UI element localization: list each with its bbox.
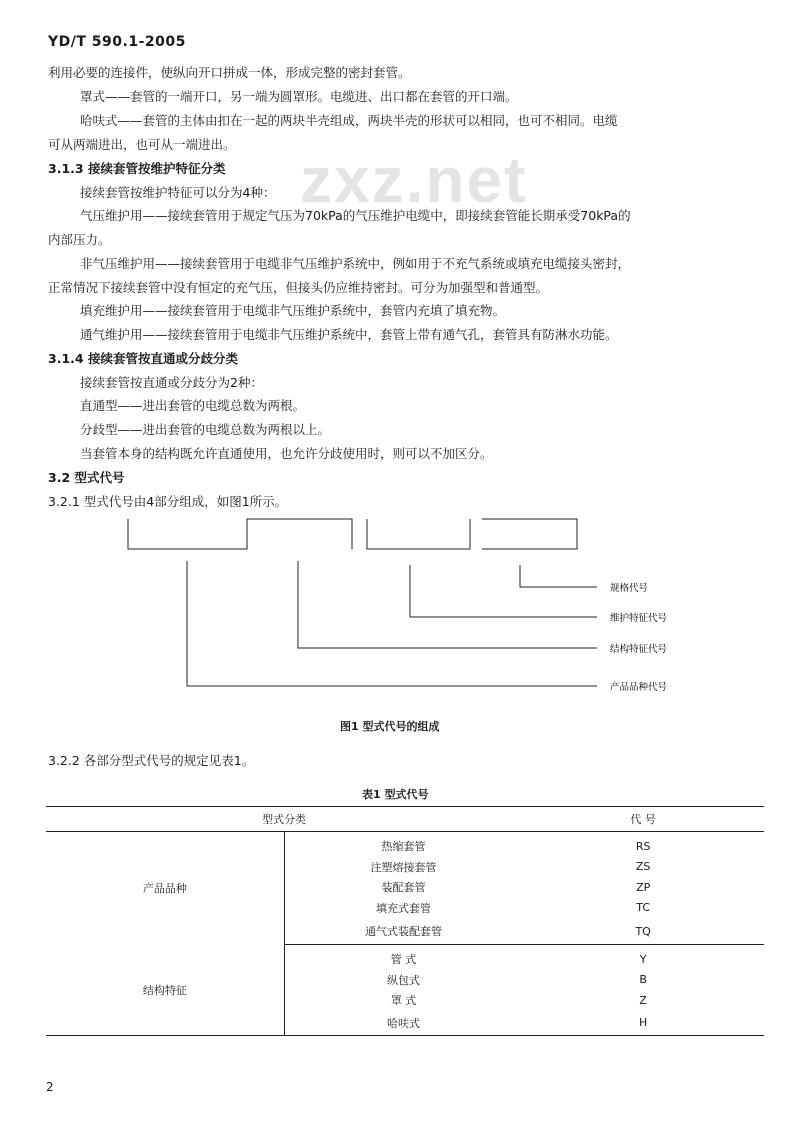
leader-spec xyxy=(520,565,597,587)
table-cell: Z xyxy=(639,993,647,1007)
table-cell: 热缩套管 xyxy=(381,840,426,854)
standard-code: YD/T 590.1-2005 xyxy=(48,34,186,50)
paragraph: 通气维护用——接续套管用于电缆非气压维护系统中，套管上带有通气孔，套管具有防淋水功能。 xyxy=(80,327,618,342)
figure-label: 维护特征代号 xyxy=(610,613,668,624)
table-cell: ZS xyxy=(635,860,651,874)
table1 xyxy=(46,806,764,1036)
table-cell: TQ xyxy=(522,918,764,945)
table-cell: ZP xyxy=(636,880,651,894)
table-cell: 管 式 xyxy=(390,953,417,967)
figure-label: 结构特征代号 xyxy=(610,644,668,655)
paragraph: 利用必要的连接件，使纵向开口拼成一体，形成完整的密封套管。 xyxy=(48,65,411,80)
table-cell: 通气式装配套管 xyxy=(284,918,522,945)
paragraph: 直通型——进出套管的电缆总数为两根。 xyxy=(80,398,306,413)
watermark: zxz.net xyxy=(300,144,528,216)
paragraph: 当套管本身的结构既允许直通使用，也允许分歧使用时，则可以不加区分。 xyxy=(80,446,493,461)
leader-structure xyxy=(298,561,597,648)
table-cell: 注塑熔接套管 xyxy=(370,860,437,874)
table-cell: 纵包式 xyxy=(386,973,420,987)
figure1-diagram xyxy=(0,505,800,735)
table-cell: 装配套管 xyxy=(381,881,426,895)
segment-box-product xyxy=(128,519,247,549)
paragraph: 非气压维护用——接续套管用于电缆非气压维护系统中，例如用于不充气系统或填充电缆接头密封， xyxy=(80,256,631,271)
table-cell: H xyxy=(639,1016,648,1029)
table-caption: 表1 型式代号 xyxy=(362,788,429,801)
paragraph: 哈呋式——套管的主体由扣在一起的两块半壳组成，两块半壳的形状可以相同，也可不相同。电缆 xyxy=(80,113,618,128)
table-row xyxy=(46,945,764,970)
paragraph: 罩式——套管的一端开口，另一端为圆罩形。电缆进、出口都在套管的开口端。 xyxy=(80,89,518,104)
paragraph: 正常情况下接续套管中没有恒定的充气压，但接头仍应维持密封。可分为加强型和普通型。 xyxy=(48,280,549,295)
paragraph: 气压维护用——接续套管用于规定气压为70kPa的气压维护电缆中，即接续套管能长期承受70kPa的 xyxy=(80,208,631,223)
table-category-cell: 产品品种 xyxy=(46,832,284,945)
leader-product xyxy=(187,561,597,686)
segment-box-structure xyxy=(247,519,352,549)
table-cell: 罩 式 xyxy=(390,994,417,1008)
page-number: 2 xyxy=(46,1080,54,1094)
paragraph: 内部压力。 xyxy=(48,232,111,247)
table-header-row xyxy=(46,807,764,832)
figure-label: 产品品种代号 xyxy=(610,682,668,693)
paragraph: 可从两端进出，也可从一端进出。 xyxy=(48,137,236,152)
paragraph: 填充维护用——接续套管用于电缆非气压维护系统中，套管内充填了填充物。 xyxy=(80,303,506,318)
section-heading: 3.2 型式代号 xyxy=(48,470,125,485)
figure-caption: 图1 型式代号的组成 xyxy=(340,720,440,733)
table-cell: RS xyxy=(635,839,651,853)
table-cell: TC xyxy=(636,901,651,915)
table-header-cell: 型式分类 xyxy=(46,807,522,832)
table-cell: Y xyxy=(639,952,647,966)
paragraph: 接续套管按直通或分歧分为2种： xyxy=(80,375,263,390)
paragraph: 3.2.2 各部分型式代号的规定见表1。 xyxy=(48,753,255,768)
paragraph: 3.2.1 型式代号由4部分组成，如图1所示。 xyxy=(48,494,288,509)
segment-box-spec xyxy=(482,519,577,549)
section-heading: 3.1.3 接续套管按维护特征分类 xyxy=(48,161,226,176)
table-cell: 填充式套管 xyxy=(375,901,431,915)
section-heading: 3.1.4 接续套管按直通或分歧分类 xyxy=(48,351,238,366)
paragraph: 接续套管按维护特征可以分为4种： xyxy=(80,185,276,200)
table-cell: 哈呋式 xyxy=(386,1016,420,1030)
paragraph: 分歧型——进出套管的电缆总数为两根以上。 xyxy=(80,422,331,437)
figure-label: 规格代号 xyxy=(610,583,649,594)
table-row xyxy=(46,832,764,857)
table-cell: B xyxy=(639,973,647,987)
segment-box-maintenance xyxy=(367,519,470,549)
table-header-cell: 代 号 xyxy=(522,807,764,832)
table-category-cell: 结构特征 xyxy=(46,945,284,1036)
leader-maintenance xyxy=(410,565,597,617)
